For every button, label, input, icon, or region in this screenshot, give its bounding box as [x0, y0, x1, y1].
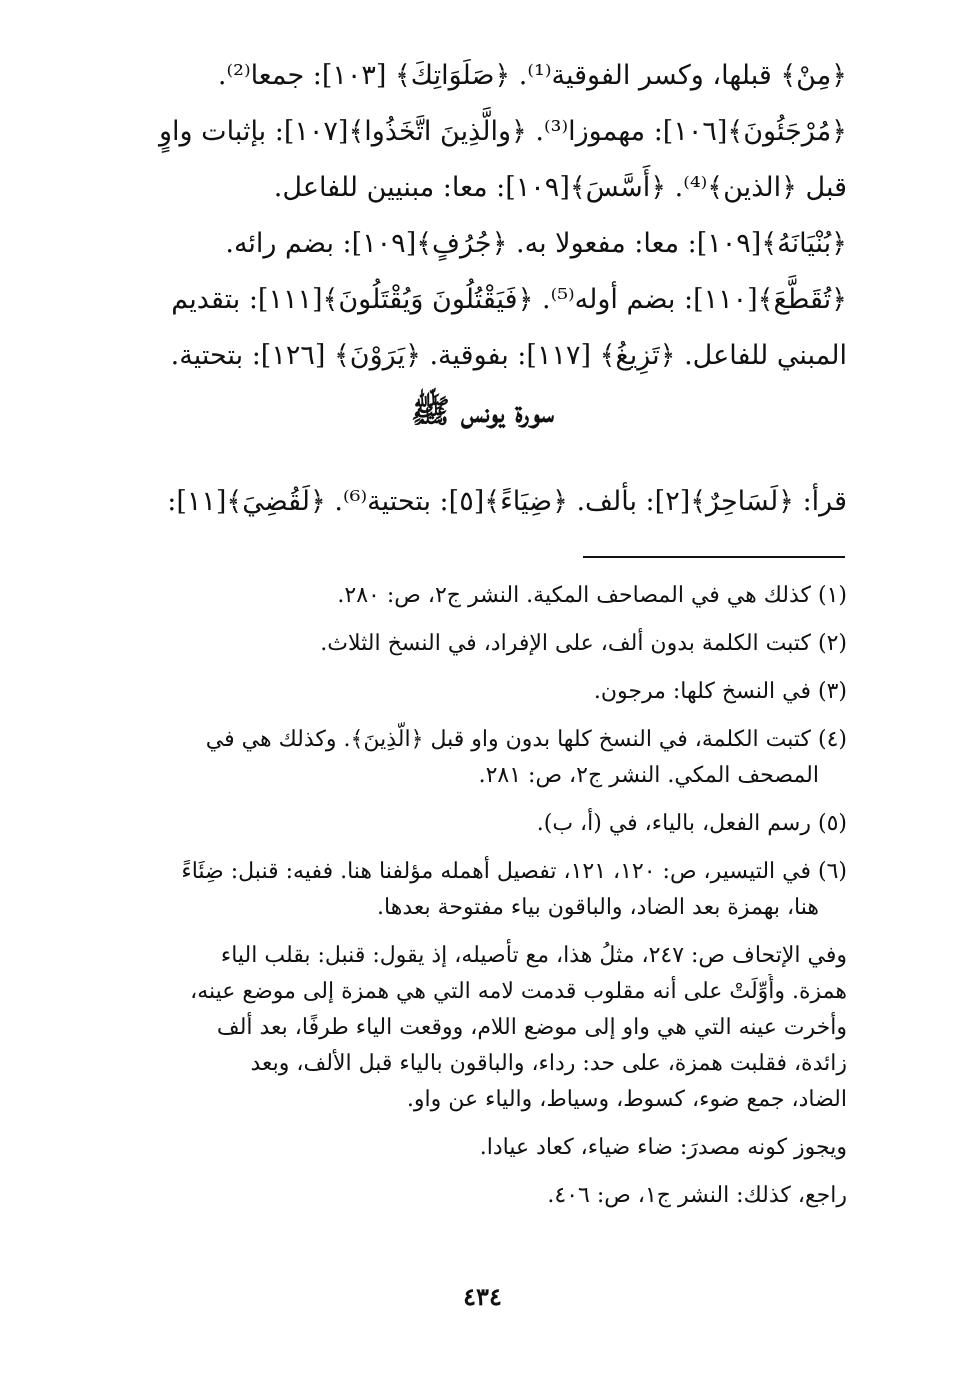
main-text-line: ﴿مِنْ﴾ قبلها، وكسر الفوقية⁽¹⁾. ﴿صَلَوَاتِكَ﴾ [١٠٣]: جمعا⁽²⁾. [217, 60, 847, 91]
footnote-line: المصحف المكي. النشر ج٢، ص: ٢٨١. [478, 763, 819, 788]
footnote-line: هنا، بهمزة بعد الضاد، والباقون بياء مفتوحة بعدها. [377, 895, 819, 920]
footnote-1 [135, 578, 847, 614]
footnote-line: راجع، كذلك: النشر ج١، ص: ٤٠٦. [547, 1183, 847, 1208]
footnote-line: (٢) كتبت الكلمة بدون ألف، على الإفراد، في النسخ الثلاث. [320, 631, 847, 656]
footnote-3 [135, 674, 847, 710]
footnotes [135, 578, 847, 1226]
footnote-line: (٥) رسم الفعل، بالياء، في (أ، ب). [536, 811, 847, 836]
main-text-line: ﴿بُنْيَانَهُ﴾[١٠٩]: معا: مفعولا به. ﴿جُرُفٍ﴾[١٠٩]: بضم رائه. [225, 228, 847, 259]
footnote-line: ويجوز كونه مصدرَ: ضاء ضياء، كعاد عيادا. [479, 1135, 847, 1160]
footnote-6 [135, 854, 847, 926]
footnote-2 [135, 626, 847, 662]
main-text-line: ﴿تُقَطَّعَ﴾[١١٠]: بضم أوله⁽⁵⁾. ﴿فَيَقْتُلُونَ وَيُقْتَلُونَ﴾[١١١]: بتقديم [171, 284, 847, 315]
footnote-line: (٦) في التيسير، ص: ١٢٠، ١٢١، تفصيل أهمله مؤلفنا هنا. ففيه: قنبل: ضِئَاءً [181, 859, 847, 884]
footnote-line: وفي الإتحاف ص: ٢٤٧، مثلُ هذا، مع تأصيله، إذ يقول: قنبل: بقلب الياء [220, 943, 847, 968]
footnote-line: همزة. وأُوِّلَتْ على أنه مقلوب قدمت لامه التي هي همزة إلى موضع عينه، [190, 979, 847, 1004]
footnote-line: زائدة، فقلبت همزة، على حد: رداء، والباقون بالياء قبل الألف، وبعد [250, 1051, 847, 1076]
footnote-line: (٤) كتبت الكلمة، في النسخ كلها بدون واو قبل ﴿الَّذِينَ﴾. وكذلك هي في [205, 727, 847, 752]
footnote-divider [583, 556, 845, 558]
main-text-line: المبني للفاعل. ﴿تَزِيغُ﴾ [١١٧]: بفوقية. ﴿يَرَوْنَ﴾ [١٢٦]: بتحتية. [170, 340, 847, 371]
footnote-paragraph-masdar [135, 1130, 847, 1166]
footnote-line: وأخرت عينه التي هي واو إلى موضع اللام، ووقعت الياء طرفًا، بعد ألف [216, 1015, 847, 1040]
footnote-paragraph-ithaf [135, 938, 847, 1118]
footnote-line: (٣) في النسخ كلها: مرجون. [593, 679, 847, 704]
footnote-line: الضاد، جمع ضوء، كسوط، وسياط، والياء عن واو. [406, 1087, 847, 1112]
footnote-paragraph-reference [135, 1178, 847, 1214]
main-text-line: قبل ﴿الذين﴾⁽⁴⁾. ﴿أَسَّسَ﴾[١٠٩]: معا: مبنيين للفاعل. [273, 172, 847, 203]
page-number: ٤٣٤ [463, 1282, 502, 1311]
footnote-5 [135, 806, 847, 842]
footnote-4 [135, 722, 847, 794]
main-text-line: ﴿مُرْجَئُونَ﴾[١٠٦]: مهموزا⁽³⁾. ﴿والَّذِينَ اتَّخَذُوا﴾[١٠٧]: بإثبات واوٍ [158, 116, 847, 147]
surah-heading: سورة يونس ﷺ [411, 392, 554, 430]
footnote-line: (١) كذلك هي في المصاحف المكية. النشر ج٢، ص: ٢٨٠. [337, 583, 847, 608]
main-text [135, 48, 847, 384]
surah-intro-line: قرأ: ﴿لَسَاحِرٌ﴾[٢]: بألف. ﴿ضِيَاءً﴾[٥]: بتحتية⁽⁶⁾. ﴿لَقُضِيَ﴾[١١]: [167, 486, 847, 517]
